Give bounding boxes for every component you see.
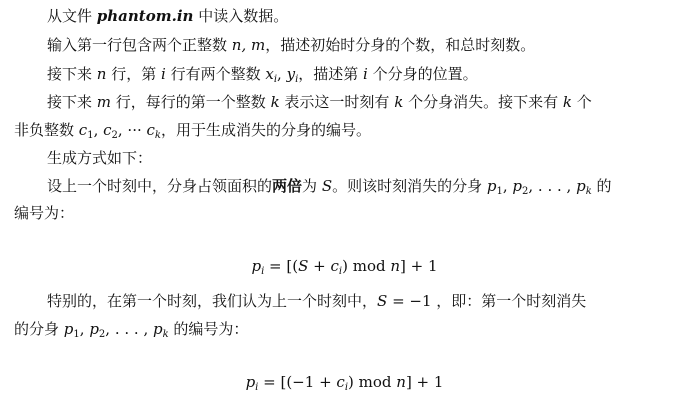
bold-text: 两倍 <box>272 177 303 195</box>
math-var: x <box>265 65 274 83</box>
text: , <box>502 177 513 195</box>
math-sub: k <box>585 186 592 197</box>
text: 行，每行的第一个整数 <box>111 93 271 111</box>
text: 的 <box>591 177 612 195</box>
math-var: i <box>363 65 368 83</box>
math-sub: i <box>261 266 265 277</box>
math-op: + <box>308 257 331 275</box>
text: 接下来 <box>47 65 97 83</box>
text: 非负整数 <box>14 121 79 139</box>
formula-first-moment <box>0 372 689 392</box>
text: 的编号为： <box>168 320 249 338</box>
math-sub: k <box>154 130 161 141</box>
text: ，描述初始时分身的个数，和总时刻数。 <box>265 36 536 54</box>
text: 。则该时刻消失的分身 <box>332 177 487 195</box>
math-var: c <box>78 121 88 139</box>
math-var: c <box>103 121 112 139</box>
text: , <box>93 121 104 139</box>
text: , <box>277 65 287 83</box>
math-sub: 2 <box>98 329 106 340</box>
math-var: p <box>251 257 262 275</box>
math-sub: 2 <box>111 130 118 141</box>
text: , ··· <box>117 121 147 139</box>
math-sub: i <box>255 382 259 393</box>
generation-heading <box>47 148 152 168</box>
math-sub: 2 <box>522 186 529 197</box>
math-sub: 1 <box>73 329 80 340</box>
text: 输入第一行包含两个正整数 <box>47 36 232 54</box>
math-var: p <box>63 320 74 338</box>
math-sub: i <box>338 266 343 277</box>
math-sub: i <box>344 382 349 393</box>
input-filename: phantom.in <box>96 7 194 25</box>
math-var: p <box>576 177 586 195</box>
text: ，用于生成消失的分身的编号。 <box>160 121 371 139</box>
math-var: y <box>286 65 296 83</box>
math-sub: 1 <box>496 186 503 197</box>
math-var: i <box>161 65 166 83</box>
math-var: p <box>152 320 163 338</box>
text: 个 <box>571 93 592 111</box>
math-var: p <box>512 177 523 195</box>
math-op: ) mod <box>342 257 391 275</box>
math-op: = [( <box>264 257 299 275</box>
text: = −1 ，即：第一个时刻消失 <box>387 292 587 310</box>
math-var: k <box>394 93 404 111</box>
text: 个分身的位置。 <box>367 65 478 83</box>
math-var: c <box>336 373 345 391</box>
position-lines-desc <box>47 64 478 84</box>
math-op: ] + 1 <box>405 373 444 391</box>
text: 中读入数据。 <box>193 7 289 25</box>
math-vars: n, m <box>231 36 266 54</box>
math-var: c <box>330 257 339 275</box>
math-sub: 1 <box>87 130 94 141</box>
math-var: p <box>486 177 497 195</box>
id-label-line <box>14 203 74 223</box>
math-var: p <box>89 320 99 338</box>
math-var: n <box>96 65 107 83</box>
text: , <box>79 320 90 338</box>
nonnegative-ints-line <box>14 120 371 140</box>
text: 从文件 <box>47 7 97 25</box>
text: 的分身 <box>14 320 64 338</box>
text: , . . . , <box>105 320 153 338</box>
math-var: n <box>396 373 406 391</box>
text: 特别的，在第一个时刻，我们认为上一个时刻中， <box>47 292 378 310</box>
math-var: S <box>298 257 309 275</box>
text: 设上一个时刻中，分身占领面积的 <box>47 177 273 195</box>
math-var: S <box>377 292 388 310</box>
math-var: p <box>245 373 256 391</box>
math-var: S <box>321 177 333 195</box>
text: 生成方式如下： <box>47 149 153 167</box>
time-lines-desc <box>47 92 592 112</box>
text: 行，第 <box>106 65 161 83</box>
math-var: n <box>390 257 401 275</box>
text: 行有两个整数 <box>165 65 266 83</box>
text: 编号为： <box>14 204 75 222</box>
first-moment-line <box>47 291 586 311</box>
text: 接下来 <box>47 93 97 111</box>
first-moment-ids-line <box>14 319 248 339</box>
math-var: c <box>146 121 155 139</box>
math-var: m <box>96 93 112 111</box>
math-sub: i <box>273 74 278 85</box>
math-op: = [(−1 + <box>258 373 337 391</box>
first-line-desc <box>47 35 535 55</box>
area-desc-line <box>47 176 612 196</box>
input-file-line <box>47 6 288 26</box>
math-var: k <box>562 93 572 111</box>
math-op: ] + 1 <box>400 257 438 275</box>
text: 表示这一时刻有 <box>279 93 395 111</box>
formula-general <box>0 256 689 276</box>
text: ，描述第 <box>298 65 364 83</box>
math-op: ) mod <box>348 373 397 391</box>
math-sub: i <box>295 74 299 85</box>
math-var: k <box>270 93 280 111</box>
text: , . . . , <box>528 177 577 195</box>
math-sub: k <box>162 329 169 340</box>
text: 个分身消失。接下来有 <box>403 93 563 111</box>
text: 为 <box>302 177 322 195</box>
